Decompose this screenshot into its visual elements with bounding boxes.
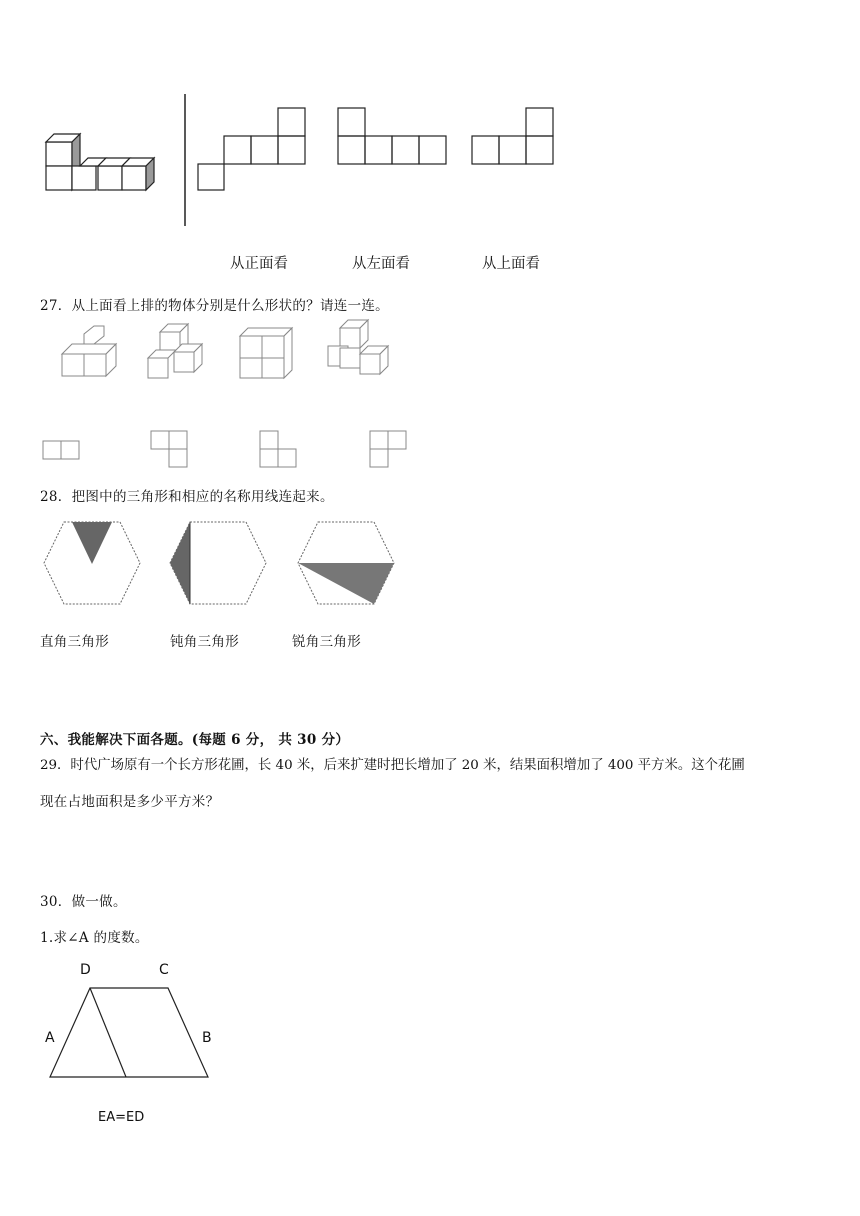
question-29-line2: 现在占地面积是多少平方米？ bbox=[40, 794, 220, 810]
top-view-grid bbox=[470, 106, 570, 176]
view-label-top: 从上面看 bbox=[482, 256, 540, 272]
q27-solids-row bbox=[0, 318, 860, 388]
question-29-line1: 29．时代广场原有一个长方形花圃，长 40 米，后来扩建时把长增加了 20 米，结果面积增加了 400 平方米。这个花圃 bbox=[40, 758, 745, 773]
topview-option-3 bbox=[259, 430, 303, 474]
view-label-left: 从左面看 bbox=[352, 256, 410, 272]
label-D: D bbox=[80, 962, 91, 978]
label-B: B bbox=[202, 1030, 212, 1046]
question-30-sub1: 1.求∠A 的度数。 bbox=[40, 930, 149, 946]
front-view-grid bbox=[196, 106, 316, 196]
topview-option-4 bbox=[369, 430, 413, 474]
triangle-name-obtuse: 钝角三角形 bbox=[170, 634, 239, 650]
trapezoid-figure bbox=[0, 950, 260, 1140]
hexagon-2 bbox=[168, 520, 268, 606]
triangle-name-acute: 锐角三角形 bbox=[292, 634, 361, 650]
solid-2 bbox=[146, 322, 206, 386]
question-30-text: 30．做一做。 bbox=[40, 894, 127, 910]
topview-option-2 bbox=[150, 430, 194, 474]
vertical-divider bbox=[183, 94, 187, 234]
three-view-figure bbox=[0, 0, 860, 272]
label-C: C bbox=[159, 962, 169, 978]
question-27-text: 27．从上面看上排的物体分别是什么形状的？请连一连。 bbox=[40, 298, 389, 314]
q28-hexagons bbox=[0, 518, 860, 608]
hexagon-3 bbox=[296, 520, 396, 606]
solid-4 bbox=[324, 320, 388, 384]
left-view-grid bbox=[336, 106, 456, 176]
view-label-front: 从正面看 bbox=[230, 256, 288, 272]
solid-1 bbox=[60, 326, 120, 386]
label-A: A bbox=[45, 1030, 55, 1046]
hexagon-1 bbox=[42, 520, 142, 606]
question-28-text: 28．把图中的三角形和相应的名称用线连起来。 bbox=[40, 489, 334, 505]
solid-3 bbox=[238, 324, 298, 388]
triangle-name-right: 直角三角形 bbox=[40, 634, 109, 650]
condition-note: EA=ED bbox=[98, 1110, 145, 1125]
topview-option-1 bbox=[42, 440, 82, 464]
q27-topviews-row bbox=[0, 428, 860, 474]
section-6-title: 六、我能解决下面各题。(每题 6 分， 共 30 分） bbox=[40, 732, 350, 748]
